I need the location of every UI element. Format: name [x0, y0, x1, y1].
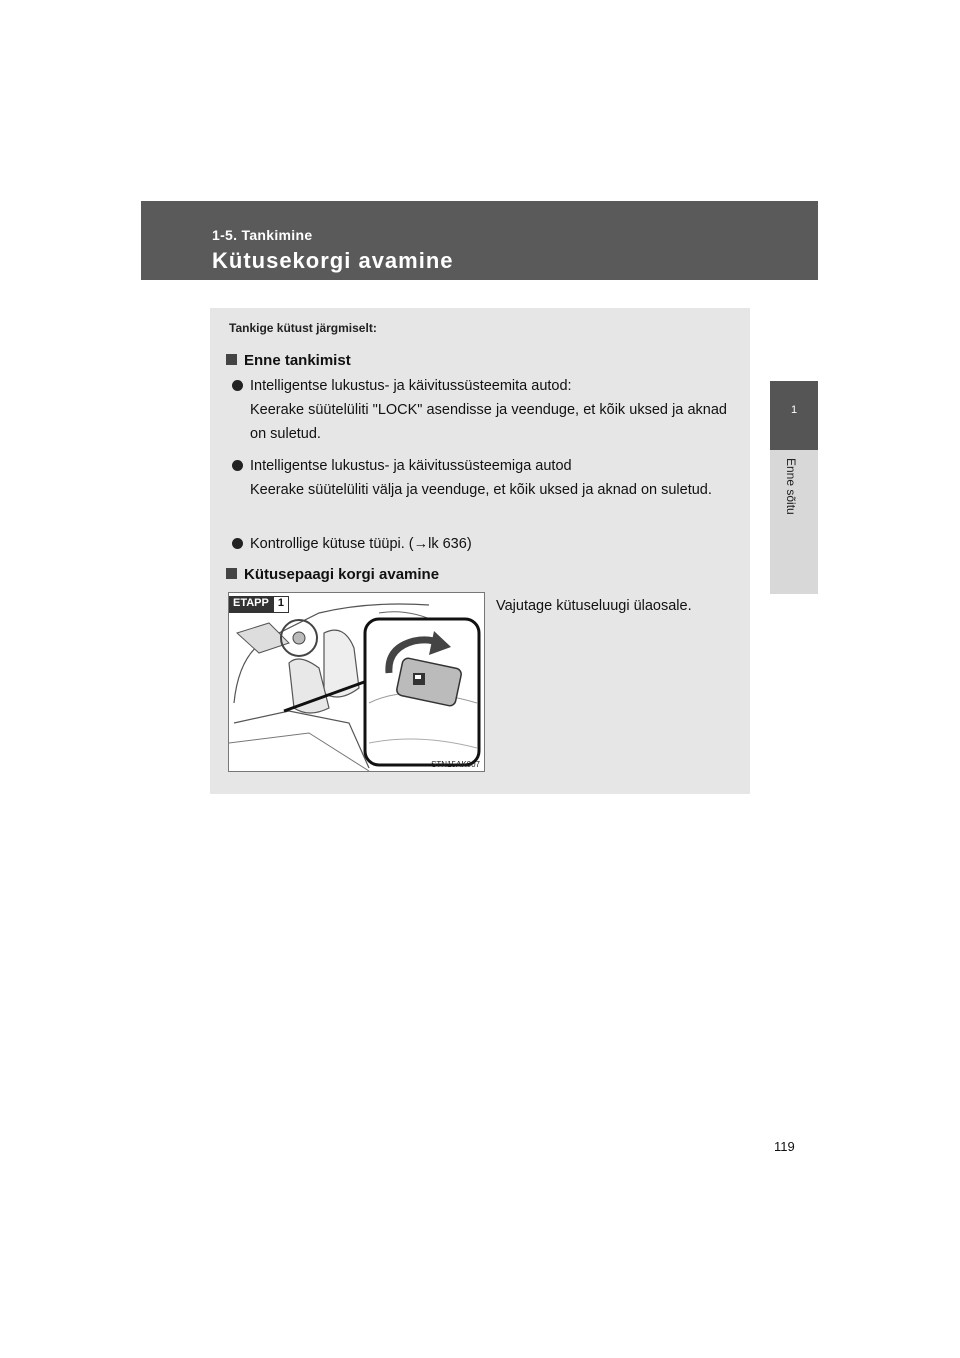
chapter-label: Enne sõitu [784, 458, 798, 515]
bullet-line: Keerake süütelüliti välja ja veenduge, et kõik uksed ja aknad on suletud. [250, 482, 712, 498]
heading-before-refuel [226, 352, 351, 369]
intro-text: Tankige kütust järgmiselt: [229, 321, 377, 335]
heading-open-fuel-cap [226, 566, 439, 583]
chapter-tab-label [770, 450, 818, 594]
section-label: 1-5. Tankimine [212, 227, 313, 243]
bullet-line: Intelligentse lukustus- ja käivitussüsteemiga autod [250, 458, 572, 474]
step-illustration [228, 592, 485, 772]
heading-text: Enne tankimist [244, 352, 351, 369]
square-bullet-icon [226, 354, 237, 365]
square-bullet-icon [226, 568, 237, 579]
bullet-line: Intelligentse lukustus- ja käivitussüsteemita autod: [250, 378, 572, 394]
bullet-item [250, 532, 727, 556]
figure-code: STN15AK007 [431, 760, 480, 769]
bullet-dot-icon [232, 460, 243, 471]
step-number: 1 [273, 596, 289, 613]
step-label: ETAPP [229, 596, 273, 613]
car-interior-illustration [229, 593, 484, 771]
bullet-line: Kontrollige kütuse tüüpi. (→lk 636) [250, 536, 472, 552]
heading-text: Kütusepaagi korgi avamine [244, 566, 440, 583]
bullet-dot-icon [232, 380, 243, 391]
chapter-number: 1 [790, 404, 798, 416]
bullet-item [250, 454, 727, 502]
page-number: 119 [774, 1139, 795, 1154]
chapter-header [141, 201, 818, 280]
bullet-line: Keerake süütelüliti "LOCK" asendisse ja veenduge, et kõik uksed ja aknad on suletud. [250, 402, 727, 442]
step-instruction: Vajutage kütuseluugi ülaosale. [496, 598, 692, 614]
bullet-item [250, 374, 727, 446]
content-panel [210, 308, 750, 794]
bullet-dot-icon [232, 538, 243, 549]
page-title: Kütusekorgi avamine [212, 248, 454, 273]
chapter-tab-number [770, 381, 818, 450]
